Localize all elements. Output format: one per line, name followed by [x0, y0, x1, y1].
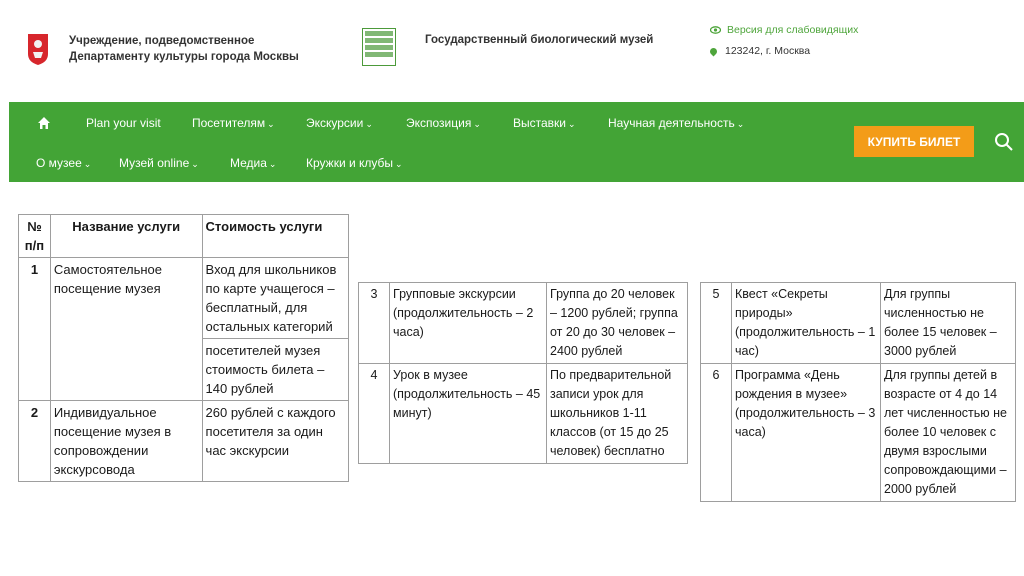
row-num: 6	[701, 364, 732, 502]
home-icon[interactable]	[37, 116, 51, 130]
nav-science[interactable]: Научная деятельность ⌄	[608, 116, 745, 130]
nav-excursions[interactable]: Экскурсии ⌄	[306, 116, 373, 130]
institution-name	[69, 33, 299, 65]
service-price: По предварительной записи урок для школьников 1-11 классов (от 15 до 25 человек) бесплатно	[547, 364, 688, 464]
moscow-coat-of-arms-icon[interactable]	[26, 32, 50, 66]
chevron-down-icon: ⌄	[395, 159, 403, 169]
main-navigation	[9, 102, 1024, 182]
table-row	[701, 364, 1016, 502]
institution-line2: Департаменту культуры города Москвы	[69, 51, 299, 63]
table-header-row	[19, 215, 349, 258]
table-row	[359, 364, 688, 464]
services-table-3	[700, 282, 1016, 502]
museum-name[interactable]: Государственный биологический музей	[425, 34, 654, 46]
eye-icon	[710, 26, 721, 34]
row-num: 5	[701, 283, 732, 364]
service-name: Урок в музее (продолжительность – 45 минут)	[390, 364, 547, 464]
service-price: Группа до 20 человек – 1200 рублей; группа от 20 до 30 человек – 2400 рублей	[547, 283, 688, 364]
vision-version-link[interactable]	[710, 24, 858, 36]
nav-visitors[interactable]: Посетителям ⌄	[192, 116, 275, 130]
location-pin-icon	[709, 46, 719, 56]
row-num: 1	[19, 258, 51, 401]
service-name: Самостоятельное посещение музея	[50, 258, 202, 401]
museum-logo[interactable]	[362, 28, 396, 66]
service-price: Для группы детей в возрасте от 4 до 14 лет численностью не более 10 человек с двумя взрослыми сопровождающими – 2000 рублей	[881, 364, 1016, 502]
table-row	[359, 283, 688, 364]
chevron-down-icon: ⌄	[191, 159, 199, 169]
nav-museum-online[interactable]: Музей online ⌄	[119, 156, 199, 170]
nav-exposition[interactable]: Экспозиция ⌄	[406, 116, 481, 130]
nav-plan-visit[interactable]: Plan your visit	[86, 116, 161, 130]
services-table-1	[18, 214, 349, 482]
address-text: 123242, г. Москва	[725, 45, 811, 57]
chevron-down-icon: ⌄	[736, 119, 745, 129]
service-name: Программа «День рождения в музее» (продолжительность – 3 часа)	[732, 364, 881, 502]
table-row	[19, 258, 349, 339]
row-num: 2	[19, 401, 51, 482]
service-price: 260 рублей с каждого посетителя за один час экскурсии	[202, 401, 348, 482]
address	[710, 45, 810, 57]
nav-media[interactable]: Медиа ⌄	[230, 156, 277, 170]
vision-link-label[interactable]: Версия для слабовидящих	[727, 24, 859, 36]
search-icon[interactable]	[994, 132, 1014, 152]
row-num: 4	[359, 364, 390, 464]
nav-about[interactable]: О музее ⌄	[36, 156, 92, 170]
chevron-down-icon: ⌄	[267, 119, 275, 129]
service-price-continued: посетителей музея стоимость билета – 140 рублей	[202, 339, 348, 401]
services-table-2	[358, 282, 688, 464]
header-num: № п/п	[19, 215, 51, 258]
chevron-down-icon: ⌄	[268, 159, 277, 169]
service-name: Групповые экскурсии (продолжительность – 2 часа)	[390, 283, 547, 364]
chevron-down-icon: ⌄	[473, 119, 481, 129]
site-header	[0, 0, 1024, 100]
institution-line1: Учреждение, подведомственное	[69, 35, 255, 47]
chevron-down-icon: ⌄	[568, 119, 576, 129]
header-price: Стоимость услуги	[202, 215, 348, 258]
service-name: Квест «Секреты природы» (продолжительность – 1 час)	[732, 283, 881, 364]
chevron-down-icon: ⌄	[83, 159, 92, 169]
service-price: Вход для школьников по карте учащегося – бесплатный, для остальных категорий	[202, 258, 348, 339]
header-name: Название услуги	[50, 215, 202, 258]
row-num: 3	[359, 283, 390, 364]
nav-exhibitions[interactable]: Выставки ⌄	[513, 116, 576, 130]
chevron-down-icon: ⌄	[365, 119, 373, 129]
nav-clubs[interactable]: Кружки и клубы ⌄	[306, 156, 403, 170]
table-row	[19, 401, 349, 482]
service-price: Для группы численностью не более 15 человек – 3000 рублей	[881, 283, 1016, 364]
service-name: Индивидуальное посещение музея в сопровождении экскурсовода	[50, 401, 202, 482]
table-row	[701, 283, 1016, 364]
buy-ticket-button[interactable]: КУПИТЬ БИЛЕТ	[854, 126, 974, 157]
